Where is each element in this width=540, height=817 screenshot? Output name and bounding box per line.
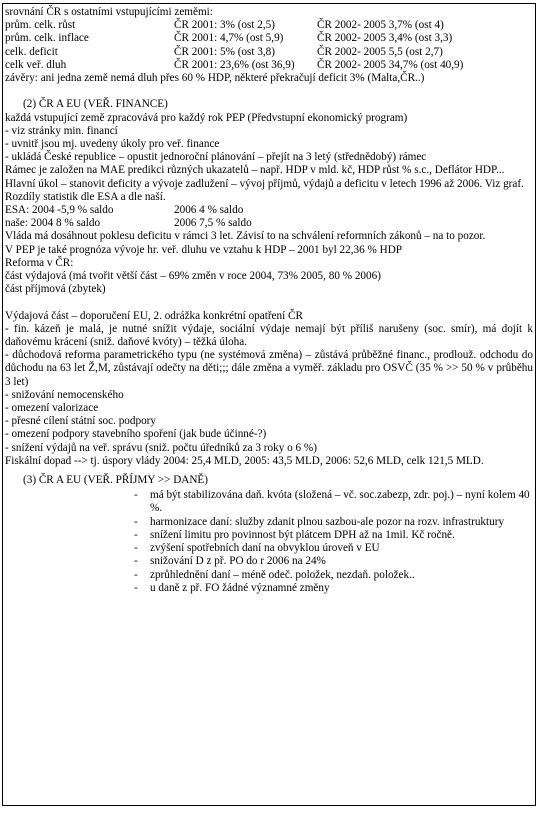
text-paragraph: Rámec je založen na MAE predikci různých ukazatelů – např. HDP v mld. kč, HDP růst % s.c., Deflátor HDP... bbox=[5, 164, 505, 177]
tax-bullet-list bbox=[5, 489, 533, 595]
text-line: část příjmová (zbytek) bbox=[5, 283, 106, 296]
text-line: - přesné cílení státní soc. podpory bbox=[5, 415, 156, 428]
text-paragraph: Hlavní úkol – stanovit deficity a vývoje zadlužení – vývoj příjmů, výdajů a deficitu v letech 1996 až 2006. Viz graf. bbox=[5, 177, 524, 190]
intro-line: srovnání ČR s ostatními vstupujícími zeměmi: bbox=[5, 6, 213, 18]
bullet-text: snižování D z př. PO do r 2006 na 24% bbox=[150, 555, 326, 568]
comparison-2002-2005: ČR 2002- 2005 3,7% (ost 4) bbox=[317, 19, 444, 32]
comparison-label: celk. deficit bbox=[5, 45, 58, 58]
bullet-dash: - bbox=[134, 555, 138, 568]
text-paragraph: Vláda má dosáhnout poklesu deficitu v rámci 3 let. Závisí to na schválení reformních zákonů – na to pozor. bbox=[5, 230, 486, 243]
esa-2004: ESA: 2004 -5,9 % saldo bbox=[5, 204, 114, 217]
list-item bbox=[5, 516, 533, 529]
text-line: - viz stránky min. financí bbox=[5, 124, 118, 137]
section-2-heading: (2) ČR A EU (VEŘ. FINANCE) bbox=[23, 98, 168, 111]
comparison-2002-2005: ČR 2002- 2005 34,7% (ost 40,9) bbox=[317, 58, 464, 71]
comparison-2001: ČR 2001: 23,6% (ost 36,9) bbox=[174, 58, 295, 71]
text-paragraph: - fin. kázeň je malá, je nutné snížit výdaje, sociální výdaje nemají být příliš narušeny (soc. smír), má dojít k daňovému krácení (sniž. daňové kvóty) – těžká úloha. bbox=[5, 322, 533, 349]
text-line: V PEP je také prognóza vývoje hr. veř. dluhu ve vztahu k HDP – 2001 byl 22,36 % HDP bbox=[5, 243, 403, 256]
comparison-table bbox=[5, 19, 533, 72]
bullet-dash: - bbox=[134, 542, 138, 555]
comparison-label: celk veř. dluh bbox=[5, 58, 67, 71]
bullet-dash: - bbox=[134, 489, 138, 502]
comparison-2001: ČR 2001: 5% (ost 3,8) bbox=[174, 45, 275, 58]
text-line: - uvnitř jsou mj. uvedeny úkoly pro veř. finance bbox=[5, 138, 220, 151]
list-item bbox=[5, 489, 533, 515]
text-line: - snižování nemocenského bbox=[5, 388, 124, 401]
bullet-dash: - bbox=[134, 568, 138, 581]
comparison-row bbox=[5, 59, 533, 72]
text-line: část výdajová (má tvořit větší část – 69% změn v roce 2004, 73% 2005, 80 % 2006) bbox=[5, 270, 381, 283]
document-page bbox=[2, 3, 536, 806]
bullet-dash: - bbox=[134, 581, 138, 594]
text-paragraph: - důchodová reforma parametrického typu (ne systémová změna) – zůstává průběžné financ., prodlouž. odchodu do důchodu na 63 let Ž,M, zůstávají odečty na děti;;; dále změna a vyměř. základu pro OSVČ (35 % >> 50 % v průběhu 3 let) bbox=[5, 349, 533, 388]
comparison-row bbox=[5, 19, 533, 32]
text-line: - omezení valorizace bbox=[5, 402, 99, 415]
bullet-text: u daně z př. FO žádné významné změny bbox=[150, 581, 330, 594]
conclusion-line: závěry: ani jedna země nemá dluh přes 60 % HDP, některé překračují deficit 3% (Malta,ČR..) bbox=[5, 72, 425, 85]
text-line: Rozdíly statistik dle ESA a dle naší. bbox=[5, 190, 166, 203]
spacer bbox=[5, 296, 533, 309]
comparison-label: prům. celk. růst bbox=[5, 19, 76, 32]
bullet-text: snížení limitu pro povinnost být plátcem DPH až na 1mil. Kč ročně. bbox=[150, 528, 455, 541]
text-line: - snížení výdajů na veř. správu (sniž. počtu úředníků za 3 roky o 6 %) bbox=[5, 441, 317, 454]
comparison-2001: ČR 2001: 3% (ost 2,5) bbox=[174, 19, 275, 32]
esa-row bbox=[5, 217, 533, 230]
esa-row bbox=[5, 204, 533, 217]
text-line: každá vstupující země zpracovává pro každý rok PEP (Předvstupní ekonomický program) bbox=[5, 111, 408, 124]
list-item bbox=[5, 542, 533, 555]
bullet-text: má být stabilizována daň. kvóta (složená – vč. soc.zabezp, zdr. poj.) – nyní kolem 40 %. bbox=[150, 489, 530, 515]
list-item bbox=[5, 569, 533, 582]
list-item bbox=[5, 555, 533, 568]
esa-2004: naše: 2004 8 % saldo bbox=[5, 217, 101, 230]
list-item bbox=[5, 582, 533, 595]
esa-2006: 2006 7,5 % saldo bbox=[174, 217, 252, 230]
text-paragraph: Fiskální dopad --> tj. úspory vlády 2004: 25,4 MLD, 2005: 43,5 MLD, 2006: 52,6 MLD, celk 121,5 MLD. bbox=[5, 454, 484, 467]
section-3-heading: (3) ČR A EU (VEŘ. PŘÍJMY >> DANĚ) bbox=[23, 474, 208, 487]
bullet-dash: - bbox=[134, 528, 138, 541]
text-line: Reforma v ČR: bbox=[5, 256, 74, 269]
bullet-dash: - bbox=[134, 515, 138, 528]
comparison-row bbox=[5, 46, 533, 59]
bullet-text: zprůhlednění daní – méně odeč. položek, nezdaň. položek.. bbox=[150, 568, 415, 581]
esa-2006: 2006 4 % saldo bbox=[174, 204, 244, 217]
list-item bbox=[5, 529, 533, 542]
text-line: - omezení podpory stavebního spoření (jak bude účinné-?) bbox=[5, 428, 267, 441]
comparison-label: prům. celk. inflace bbox=[5, 32, 89, 45]
comparison-2002-2005: ČR 2002- 2005 5,5 (ost 2,7) bbox=[317, 45, 443, 58]
bullet-text: harmonizace daní: služby zdanit plnou sazbou-ale pozor na rozv. infrastruktury bbox=[150, 515, 505, 528]
spacer bbox=[5, 85, 533, 98]
comparison-row bbox=[5, 32, 533, 45]
bullet-text: zvýšení spotřebních daní na obvyklou úroveň v EU bbox=[150, 542, 380, 555]
text-line: Výdajová část – doporučení EU, 2. odrážka konkrétní opatření ČR bbox=[5, 309, 303, 322]
comparison-2002-2005: ČR 2002- 2005 3,4% (ost 3,3) bbox=[317, 32, 453, 45]
comparison-2001: ČR 2001: 4,7% (ost 5,9) bbox=[174, 32, 284, 45]
text-line: - ukládá České republice – opustit jednoroční plánování – přejít na 3 letý (střednědobý) rámec bbox=[5, 151, 427, 164]
